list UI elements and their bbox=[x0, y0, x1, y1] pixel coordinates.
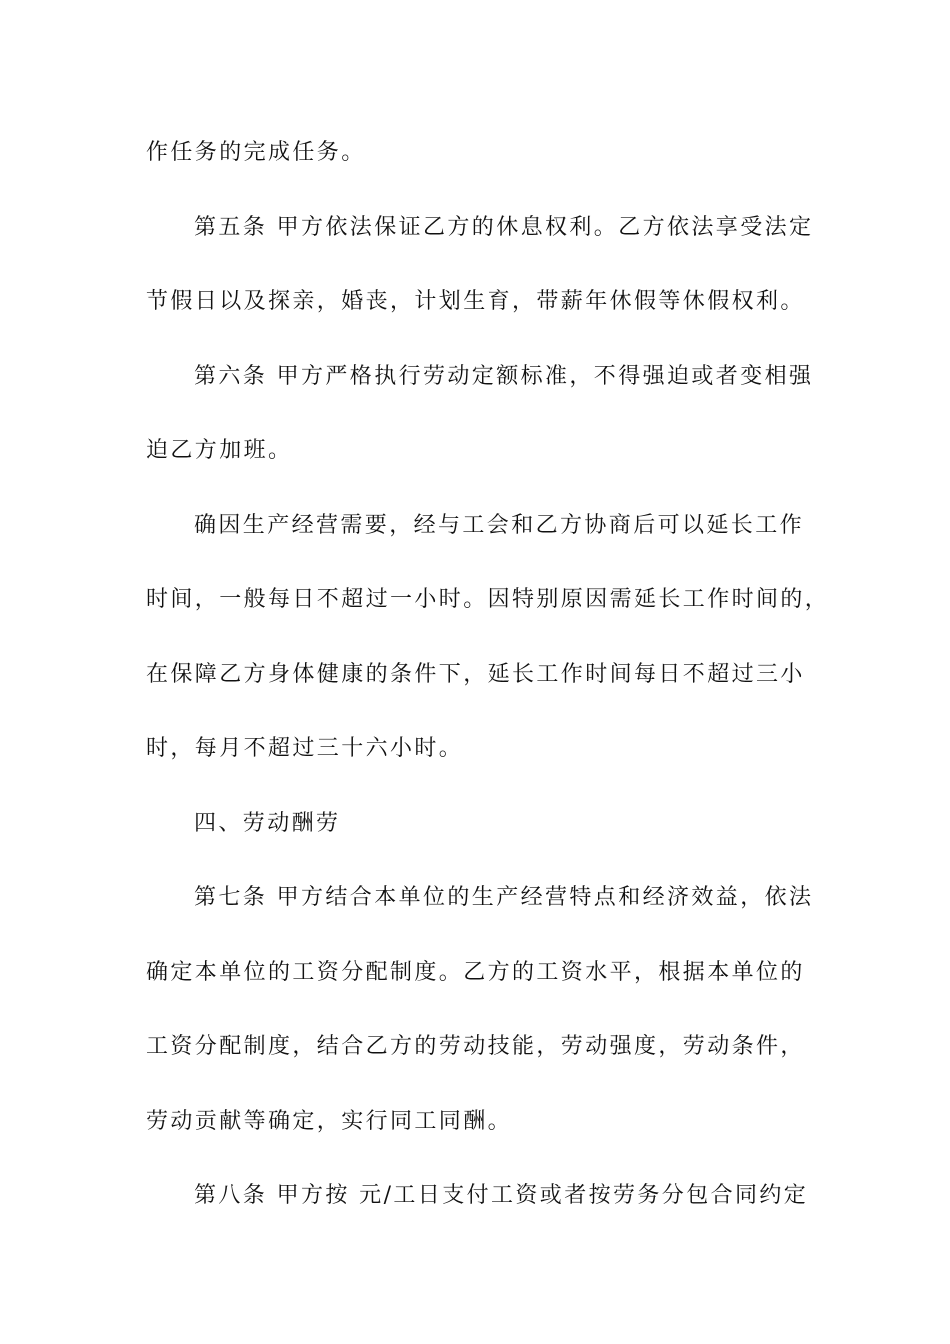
text-line-12: 确定本单位的工资分配制度。乙方的工资水平，根据本单位的 bbox=[146, 959, 805, 985]
text-line-8: 在保障乙方身体健康的条件下，延长工作时间每日不超过三小 bbox=[146, 661, 805, 687]
text-line-13: 工资分配制度，结合乙方的劳动技能，劳动强度，劳动条件， bbox=[146, 1034, 805, 1059]
text-line-14: 劳动贡献等确定，实行同工同酬。 bbox=[146, 1108, 513, 1134]
text-line-5: 迫乙方加班。 bbox=[146, 438, 293, 463]
text-line-11: 第七条 甲方结合本单位的生产经营特点和经济效益，依法 bbox=[194, 885, 814, 910]
text-line-15: 第八条 甲方按 元/工日支付工资或者按劳务分包合同约定 bbox=[194, 1183, 809, 1208]
text-line-4: 第六条 甲方严格执行劳动定额标准，不得强迫或者变相强 bbox=[194, 363, 814, 389]
text-line-7: 时间，一般每日不超过一小时。因特别原因需延长工作时间的， bbox=[146, 587, 830, 612]
text-line-1: 作任务的完成任务。 bbox=[146, 140, 366, 165]
section-heading: 四、劳动酬劳 bbox=[194, 810, 341, 836]
text-line-2: 第五条 甲方依法保证乙方的休息权利。乙方依法享受法定 bbox=[194, 214, 814, 240]
text-line-6: 确因生产经营需要，经与工会和乙方协商后可以延长工作 bbox=[194, 512, 805, 538]
document-body bbox=[146, 128, 830, 1246]
text-line-3: 节假日以及探亲，婚丧，计划生育，带薪年休假等休假权利。 bbox=[146, 289, 805, 314]
text-line-9: 时，每月不超过三十六小时。 bbox=[146, 736, 464, 761]
